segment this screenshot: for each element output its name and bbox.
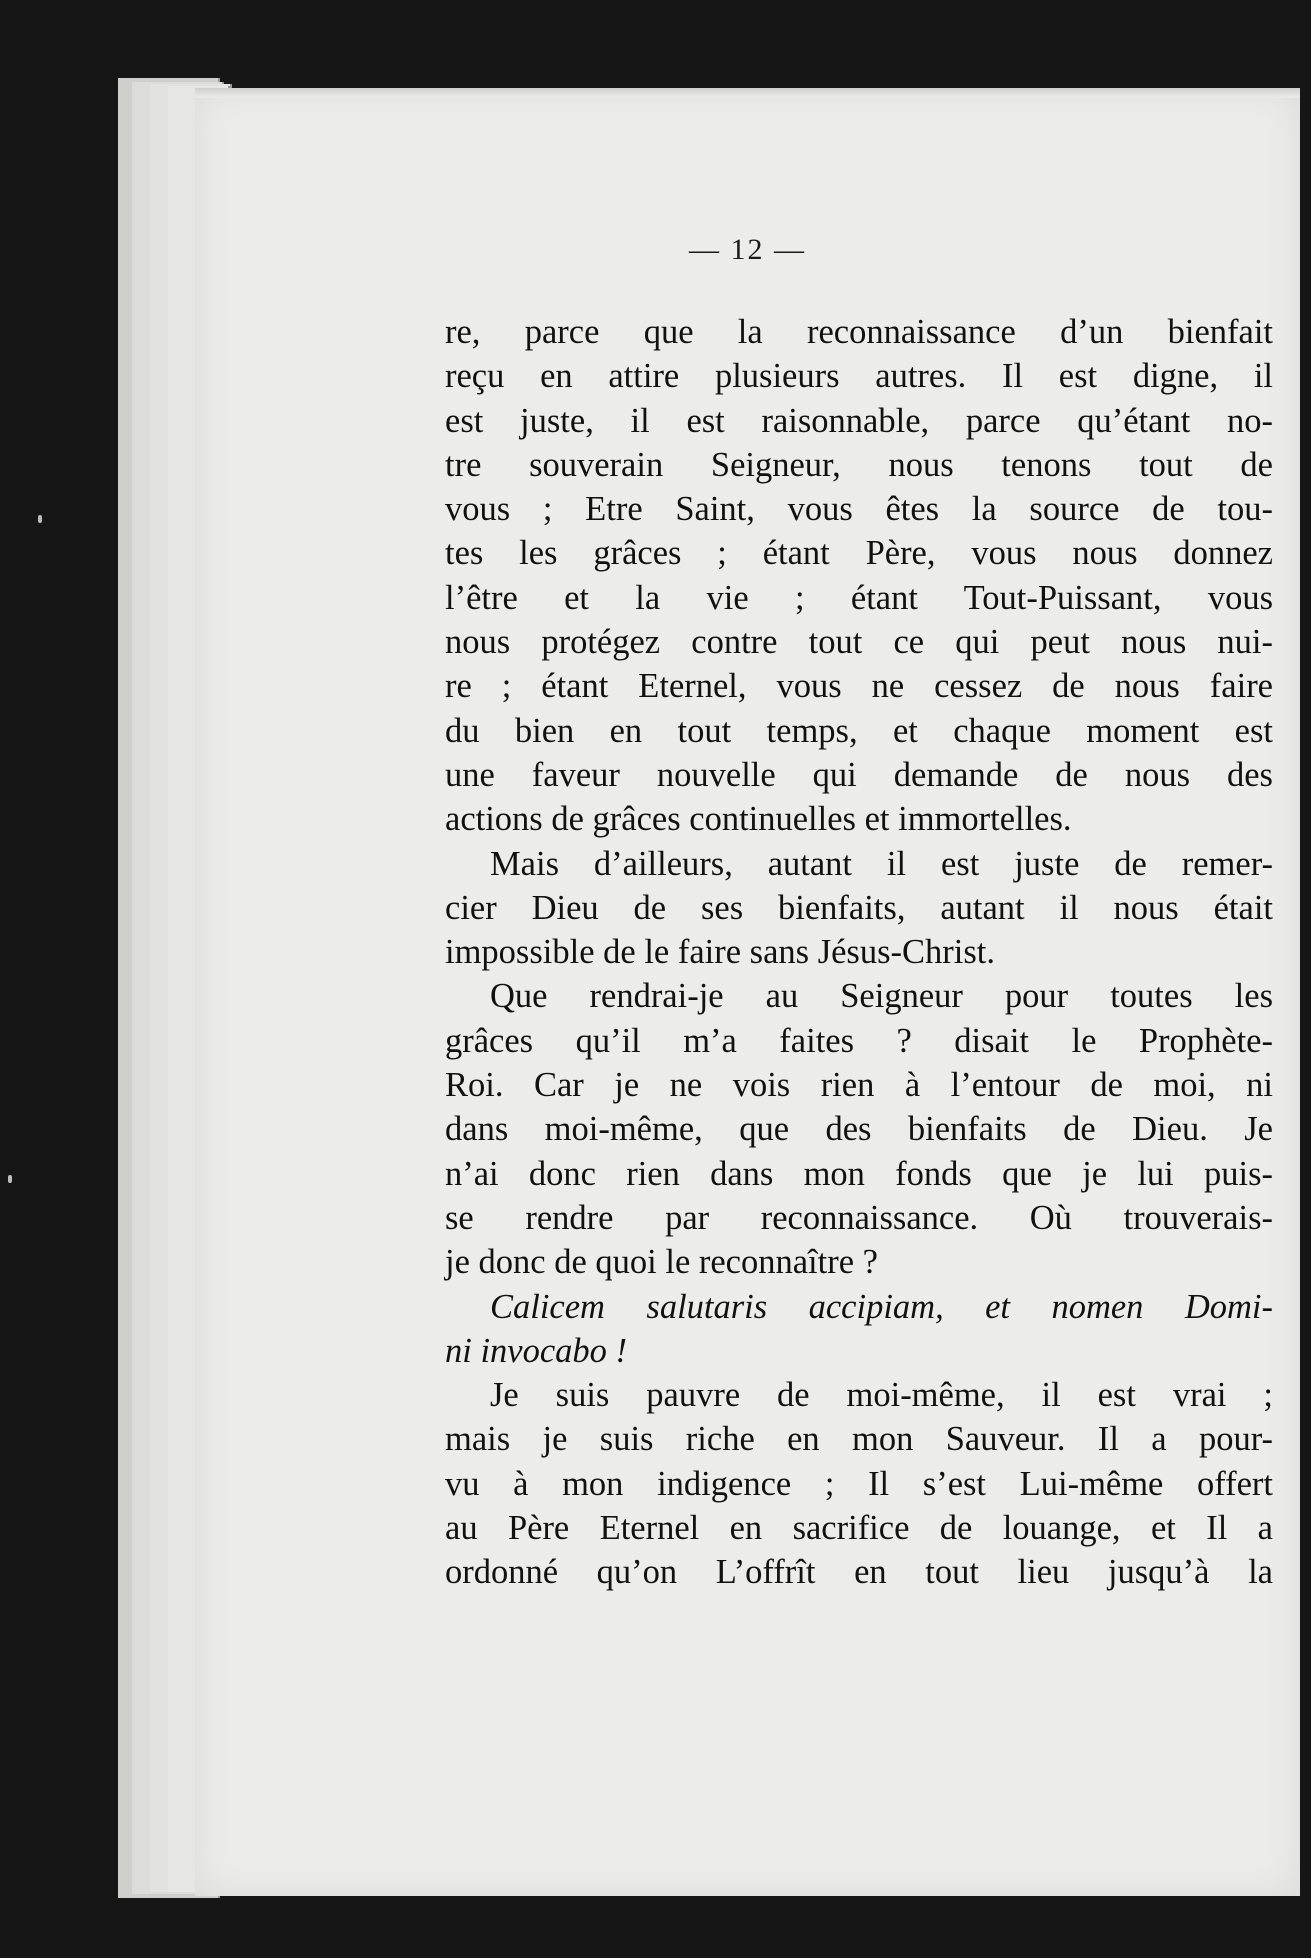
text-line: vous ; Etre Saint, vous êtes la source de tou- <box>445 490 1273 529</box>
text-line: une faveur nouvelle qui demande de nous des <box>445 755 1273 794</box>
scan-speck <box>38 515 42 523</box>
text-line: n’ai donc rien dans mon fonds que je lui puis- <box>445 1154 1273 1193</box>
text-line: ni invocabo ! <box>445 1331 628 1370</box>
text-line: cier Dieu de ses bienfaits, autant il nous était <box>445 888 1273 927</box>
text-line: Je suis pauvre de moi-même, il est vrai ; <box>490 1376 1273 1415</box>
text-line: au Père Eternel en sacrifice de louange, et Il a <box>445 1509 1273 1548</box>
text-line: est juste, il est raisonnable, parce qu’étant no- <box>445 401 1273 440</box>
text-line: re ; étant Eternel, vous ne cessez de nous faire <box>445 667 1273 706</box>
text-line: actions de grâces continuelles et immortelles. <box>445 800 1072 839</box>
text-line: dans moi-même, que des bienfaits de Dieu. Je <box>445 1110 1273 1149</box>
text-line: vu à mon indigence ; Il s’est Lui-même offert <box>445 1464 1273 1503</box>
text-line: reçu en attire plusieurs autres. Il est digne, il <box>445 357 1273 396</box>
text-line: ordonné qu’on L’offrît en tout lieu jusqu’à la <box>445 1553 1273 1592</box>
page-number: — 12 — <box>689 233 806 266</box>
text-line: je donc de quoi le reconnaître ? <box>445 1243 878 1282</box>
text-line: mais je suis riche en mon Sauveur. Il a pour- <box>445 1420 1273 1459</box>
text-line: Que rendrai-je au Seigneur pour toutes les <box>490 977 1273 1016</box>
text-line: l’être et la vie ; étant Tout-Puissant, vous <box>445 578 1273 617</box>
text-line: tre souverain Seigneur, nous tenons tout de <box>445 445 1273 484</box>
text-line: grâces qu’il m’a faites ? disait le Prophète- <box>445 1021 1273 1060</box>
scan-speck <box>8 1175 12 1183</box>
text-line: impossible de le faire sans Jésus-Christ. <box>445 933 995 972</box>
body-text <box>445 310 1273 1595</box>
text-line: du bien en tout temps, et chaque moment est <box>445 711 1273 750</box>
text-line: Mais d’ailleurs, autant il est juste de remer- <box>490 844 1273 883</box>
book-page <box>195 88 1300 1896</box>
text-line: Roi. Car je ne vois rien à l’entour de moi, ni <box>445 1066 1273 1105</box>
text-line: tes les grâces ; étant Père, vous nous donnez <box>445 534 1273 573</box>
text-line: se rendre par reconnaissance. Où trouverais- <box>445 1198 1273 1237</box>
text-line: Calicem salutaris accipiam, et nomen Domi- <box>490 1287 1273 1326</box>
text-line: nous protégez contre tout ce qui peut nous nui- <box>445 623 1273 662</box>
text-line: re, parce que la reconnaissance d’un bienfait <box>445 313 1273 351</box>
